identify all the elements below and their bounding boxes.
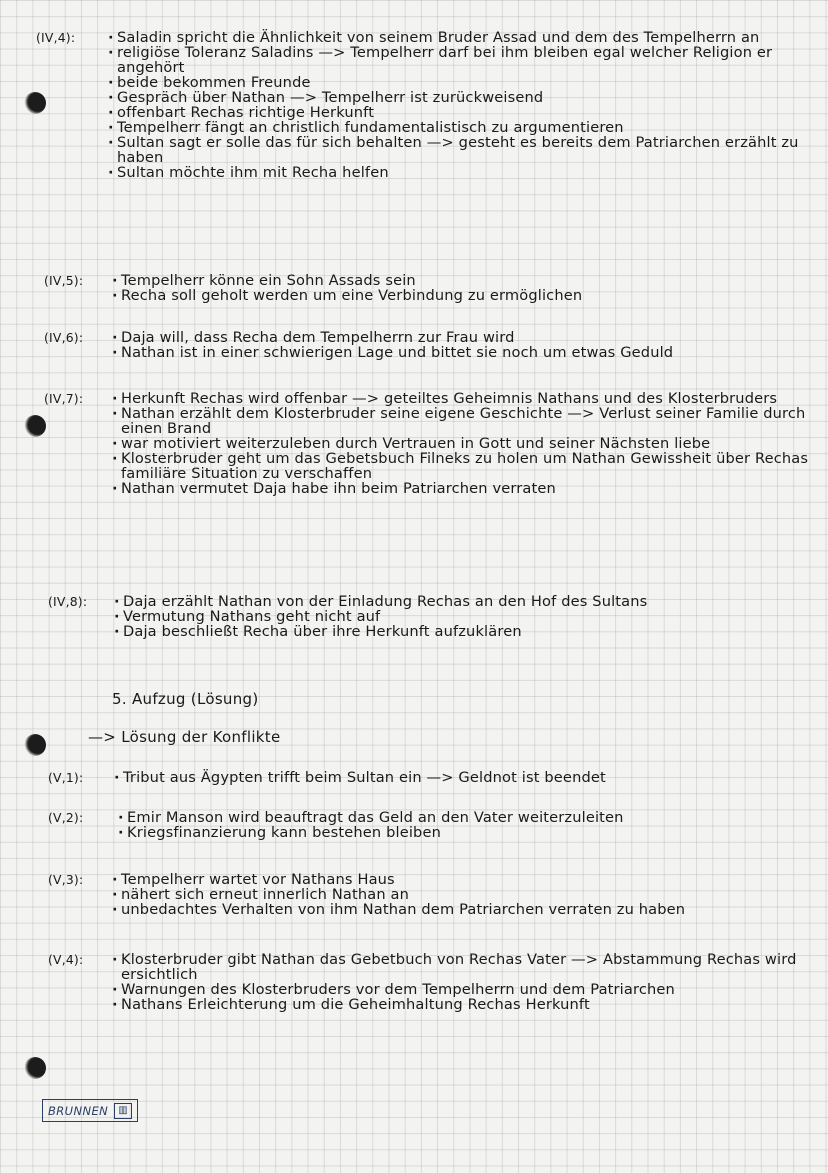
list-item: · Recha soll geholt werden um eine Verbindung zu ermöglichen [112,288,812,303]
list-item: · Nathan ist in einer schwierigen Lage und bittet sie noch um etwas Geduld [112,345,822,360]
punch-hole-2 [24,415,46,437]
section-ref: (IV,6): [44,330,84,345]
list-item: · war motiviert weiterzuleben durch Vertrauen in Gott und seiner Nächsten liebe [112,436,822,451]
section-ref: (V,1): [48,770,84,785]
section-ref: (V,3): [48,872,84,887]
list-item: · Emir Manson wird beauftragt das Geld an den Vater weiterzuleiten [118,810,818,825]
section-ref: (IV,4): [36,30,76,45]
section-ref: (V,2): [48,810,84,825]
list-item: · Sultan sagt er solle das für sich behalten —> gesteht es bereits dem Patriarchen erzählt zu haben [108,135,816,165]
act-heading: 5. Aufzug (Lösung) [112,690,259,708]
brand-logo [42,1099,138,1122]
punch-hole-3 [24,734,46,756]
list-item: · Daja beschließt Recha über ihre Herkunft aufzuklären [114,624,814,639]
section-ref: (IV,7): [44,391,84,406]
list-item: · Saladin spricht die Ähnlichkeit von seinem Bruder Assad und dem des Tempelherrn an [108,30,816,45]
list-item: · Tempelherr wartet vor Nathans Haus [112,872,824,887]
list-item: · Gespräch über Nathan —> Tempelherr ist zurückweisend [108,90,816,105]
list-item: · Tempelherr könne ein Sohn Assads sein [112,273,812,288]
act-subheading: —> Lösung der Konflikte [88,728,281,746]
list-item: · Daja will, dass Recha dem Tempelherrn zur Frau wird [112,330,822,345]
list-item: · Kriegsfinanzierung kann bestehen bleiben [118,825,818,840]
brand-name: BRUNNEN [48,1103,109,1118]
list-item: · Tribut aus Ägypten trifft beim Sultan ein —> Geldnot ist beendet [114,770,814,785]
list-item: · Daja erzählt Nathan von der Einladung Rechas an den Hof des Sultans [114,594,814,609]
section-ref: (IV,8): [48,594,88,609]
list-item: · unbedachtes Verhalten von ihm Nathan dem Patriarchen verraten zu haben [112,902,824,917]
list-item: · offenbart Rechas richtige Herkunft [108,105,816,120]
section-ref: (IV,5): [44,273,84,288]
list-item: · Tempelherr fängt an christlich fundamentalistisch zu argumentieren [108,120,816,135]
list-item: · religiöse Toleranz Saladins —> Tempelherr darf bei ihm bleiben egal welcher Religion er angehört [108,45,816,75]
list-item: · Klosterbruder gibt Nathan das Gebetbuch von Rechas Vater —> Abstammung Rechas wird ersichtlich [112,952,820,982]
list-item: · Vermutung Nathans geht nicht auf [114,609,814,624]
list-item: · nähert sich erneut innerlich Nathan an [112,887,824,902]
list-item: · Herkunft Rechas wird offenbar —> geteiltes Geheimnis Nathans und des Klosterbruders [112,391,822,406]
punch-hole-1 [24,92,46,114]
list-item: · Nathans Erleichterung um die Geheimhaltung Rechas Herkunft [112,997,820,1012]
section-ref: (V,4): [48,952,84,967]
list-item: · Sultan möchte ihm mit Recha helfen [108,165,816,180]
list-item: · Nathan erzählt dem Klosterbruder seine eigene Geschichte —> Verlust seiner Familie durch einen Brand [112,406,822,436]
list-item: · beide bekommen Freunde [108,75,816,90]
brand-mark-icon: ▥ [114,1103,132,1119]
punch-hole-4 [24,1057,46,1079]
list-item: · Klosterbruder geht um das Gebetsbuch Filneks zu holen um Nathan Gewissheit über Rechas familiäre Situation zu verschaffen [112,451,822,481]
list-item: · Nathan vermutet Daja habe ihn beim Patriarchen verraten [112,481,822,496]
list-item: · Warnungen des Klosterbruders vor dem Tempelherrn und dem Patriarchen [112,982,820,997]
